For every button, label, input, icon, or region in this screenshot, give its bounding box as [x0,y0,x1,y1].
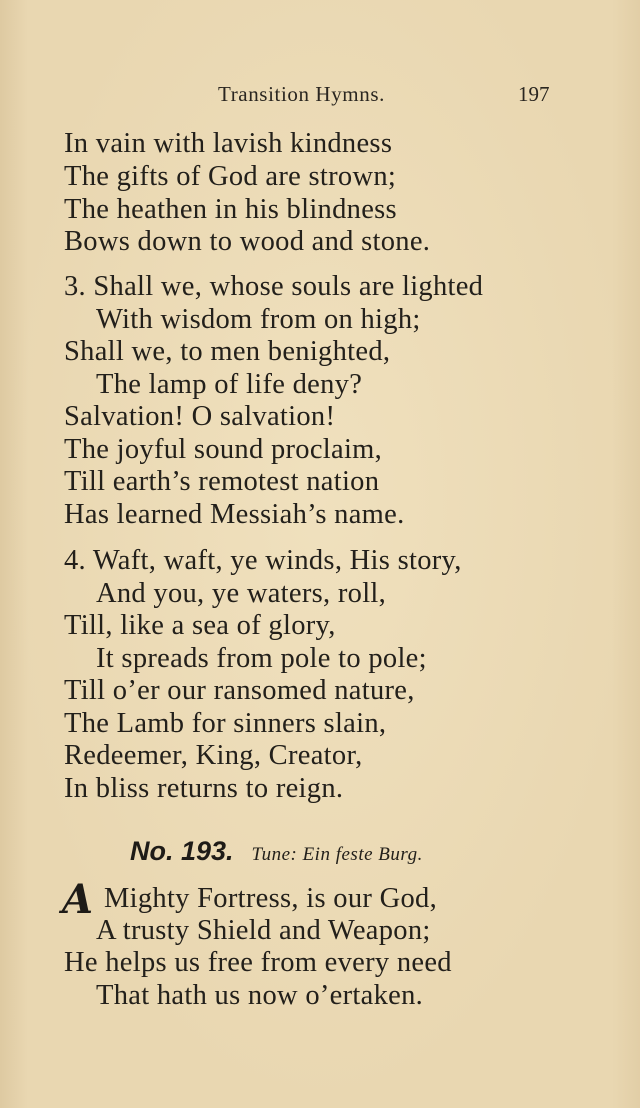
verse-line: In bliss returns to reign. [64,773,344,804]
verse-line: Till earth’s remotest nation [64,466,380,497]
verse-line: The joyful sound proclaim, [64,434,383,465]
tune-label: Tune: [251,844,298,865]
drop-cap-letter: A [62,876,94,923]
tune-attribution [252,844,423,865]
tune-name: Ein feste Burg. [302,844,423,865]
verse-line: The lamp of life deny? [96,369,363,400]
hymn-number: No. 193. [130,836,234,866]
verse-line: The gifts of God are strown; [64,161,397,192]
verse-line: Mighty Fortress, is our God, [104,883,437,914]
verse-line: With wisdom from on high; [96,304,421,335]
verse-line: Has learned Messiah’s name. [64,499,405,530]
verse-line: The Lamb for sinners slain, [64,708,387,739]
verse-line: Salvation! O salvation! [64,401,336,432]
verse-line: Shall we, to men benighted, [64,336,391,367]
verse-line: Till, like a sea of glory, [64,610,336,641]
verse-line: It spreads from pole to pole; [96,643,427,674]
page-number: 197 [518,82,550,106]
verse-line: In vain with lavish kindness [64,128,393,159]
verse-line: Till o’er our ransomed nature, [64,675,415,706]
verse-line: He helps us free from every need [64,947,452,978]
page-header [0,82,640,108]
verse-line: Bows down to wood and stone. [64,226,431,257]
hymn-heading [130,836,423,867]
verse-line: A trusty Shield and Weapon; [96,915,431,946]
running-title: Transition Hymns. [218,82,385,106]
verse-line: The heathen in his blindness [64,194,397,225]
verse-line: And you, ye waters, roll, [96,578,387,609]
verse-line: That hath us now o’ertaken. [96,980,424,1011]
stanza-3-first-line: 3. Shall we, whose souls are lighted [64,271,484,302]
verse-line: Redeemer, King, Creator, [64,740,363,771]
stanza-4-first-line: 4. Waft, waft, ye winds, His story, [64,545,462,576]
